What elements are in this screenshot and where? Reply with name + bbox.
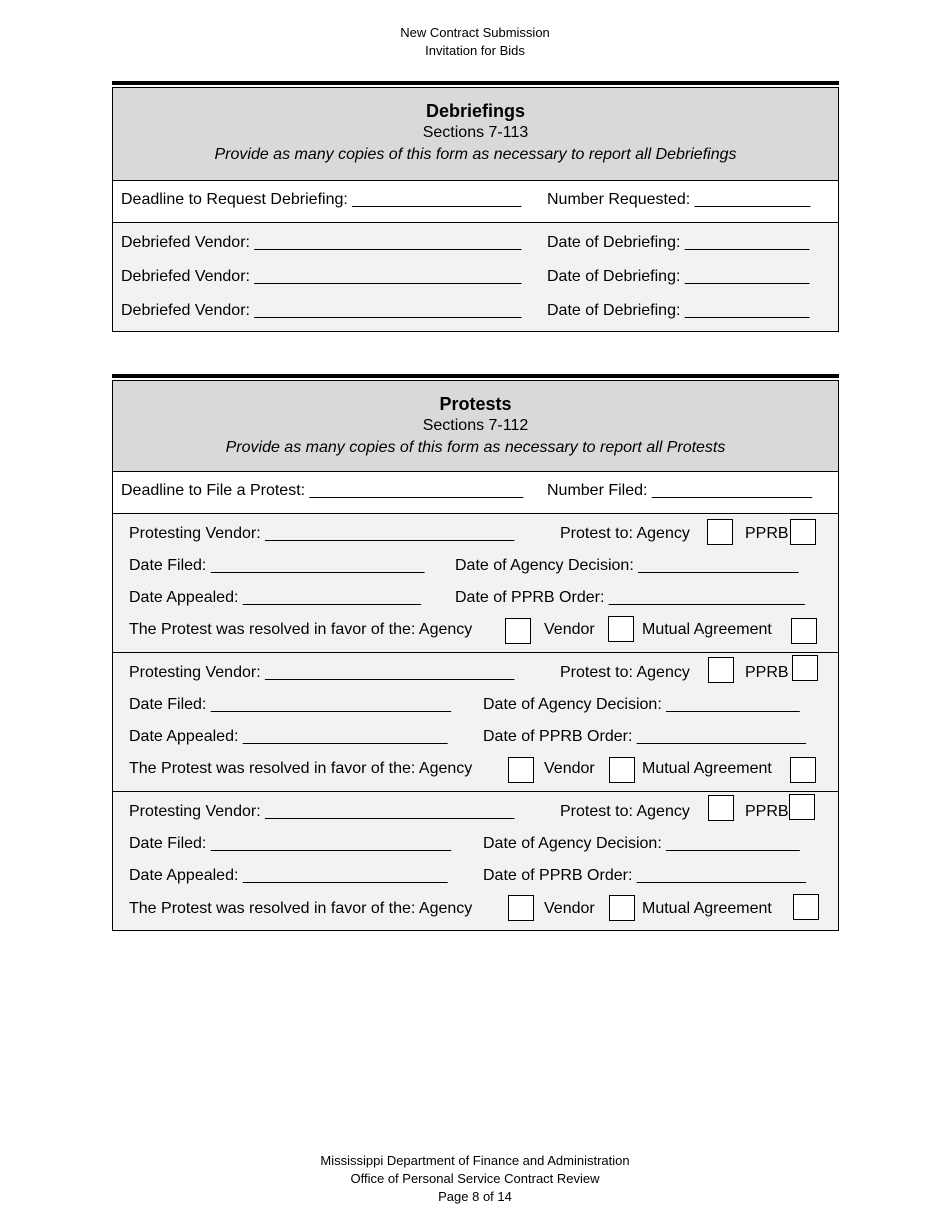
header-line-1: New Contract Submission bbox=[400, 25, 550, 40]
protests-box bbox=[112, 380, 839, 931]
date-of-debriefing-field[interactable]: Date of Debriefing: ______________ bbox=[547, 302, 810, 319]
protests-deadline-row bbox=[113, 472, 838, 514]
pprb-checkbox[interactable] bbox=[790, 519, 816, 545]
page-number: Page 8 of 14 bbox=[438, 1189, 512, 1204]
resolved-mutual-checkbox[interactable] bbox=[791, 618, 817, 644]
agency-checkbox[interactable] bbox=[707, 519, 733, 545]
resolved-in-favor-label: The Protest was resolved in favor of the: Agency bbox=[129, 621, 473, 638]
debriefed-vendor-field[interactable]: Debriefed Vendor: ______________________________ bbox=[121, 302, 522, 319]
debriefed-vendor-field[interactable]: Debriefed Vendor: ______________________________ bbox=[121, 234, 522, 251]
page-footer bbox=[0, 1152, 950, 1206]
mutual-agreement-label: Mutual Agreement bbox=[642, 900, 772, 917]
mutual-agreement-label: Mutual Agreement bbox=[642, 760, 772, 777]
resolved-in-favor-label: The Protest was resolved in favor of the: Agency bbox=[129, 760, 473, 777]
pprb-checkbox[interactable] bbox=[792, 655, 818, 681]
deadline-file-protest-field[interactable]: Deadline to File a Protest: ________________________ bbox=[121, 482, 524, 499]
pprb-label: PPRB bbox=[745, 803, 789, 820]
debriefings-note: Provide as many copies of this form as necessary to report all Debriefings bbox=[214, 146, 737, 163]
protest-to-label: Protest to: Agency bbox=[560, 664, 690, 681]
footer-line-2: Office of Personal Service Contract Review bbox=[350, 1171, 600, 1186]
resolved-in-favor-label: The Protest was resolved in favor of the: Agency bbox=[129, 900, 473, 917]
pprb-label: PPRB bbox=[745, 525, 789, 542]
vendor-option-label: Vendor bbox=[544, 621, 595, 638]
date-appealed-field[interactable]: Date Appealed: _______________________ bbox=[129, 728, 448, 745]
footer-line-1: Mississippi Department of Finance and Administration bbox=[320, 1153, 630, 1168]
date-agency-decision-field[interactable]: Date of Agency Decision: _______________ bbox=[483, 835, 800, 852]
protesting-vendor-field[interactable]: Protesting Vendor: ____________________________ bbox=[129, 525, 515, 542]
debriefings-form bbox=[112, 81, 839, 332]
protest-to-label: Protest to: Agency bbox=[560, 803, 690, 820]
protesting-vendor-field[interactable]: Protesting Vendor: ____________________________ bbox=[129, 803, 515, 820]
resolved-vendor-checkbox[interactable] bbox=[609, 895, 635, 921]
protests-title-band bbox=[113, 381, 838, 472]
deadline-request-field[interactable]: Deadline to Request Debriefing: ___________________ bbox=[121, 191, 522, 208]
debriefings-deadline-row bbox=[113, 181, 838, 223]
protesting-vendor-field[interactable]: Protesting Vendor: ____________________________ bbox=[129, 664, 515, 681]
protests-sections: Sections 7-112 bbox=[422, 417, 529, 434]
protest-entry bbox=[113, 792, 838, 930]
date-of-debriefing-field[interactable]: Date of Debriefing: ______________ bbox=[547, 268, 810, 285]
pprb-label: PPRB bbox=[745, 664, 789, 681]
protest-to-label: Protest to: Agency bbox=[560, 525, 690, 542]
debriefings-box bbox=[112, 87, 839, 332]
date-filed-field[interactable]: Date Filed: ___________________________ bbox=[129, 835, 452, 852]
vendor-option-label: Vendor bbox=[544, 900, 595, 917]
debriefings-title: Debriefings bbox=[425, 101, 526, 121]
pprb-checkbox[interactable] bbox=[789, 794, 815, 820]
page-header bbox=[0, 24, 950, 60]
resolved-mutual-checkbox[interactable] bbox=[790, 757, 816, 783]
debriefed-vendors-section bbox=[113, 223, 838, 331]
date-pprb-order-field[interactable]: Date of PPRB Order: ______________________ bbox=[455, 589, 805, 606]
agency-checkbox[interactable] bbox=[708, 795, 734, 821]
resolved-agency-checkbox[interactable] bbox=[505, 618, 531, 644]
resolved-mutual-checkbox[interactable] bbox=[793, 894, 819, 920]
debriefings-title-band bbox=[113, 88, 838, 181]
top-rule bbox=[112, 374, 839, 378]
date-agency-decision-field[interactable]: Date of Agency Decision: __________________ bbox=[455, 557, 799, 574]
protests-form bbox=[112, 374, 839, 931]
top-rule bbox=[112, 81, 839, 85]
protests-note: Provide as many copies of this form as necessary to report all Protests bbox=[225, 439, 726, 456]
date-pprb-order-field[interactable]: Date of PPRB Order: ___________________ bbox=[483, 867, 806, 884]
resolved-vendor-checkbox[interactable] bbox=[608, 616, 634, 642]
number-filed-field[interactable]: Number Filed: __________________ bbox=[547, 482, 813, 499]
mutual-agreement-label: Mutual Agreement bbox=[642, 621, 772, 638]
resolved-agency-checkbox[interactable] bbox=[508, 757, 534, 783]
debriefings-sections: Sections 7-113 bbox=[422, 124, 529, 141]
date-agency-decision-field[interactable]: Date of Agency Decision: _______________ bbox=[483, 696, 800, 713]
header-line-2: Invitation for Bids bbox=[425, 43, 525, 58]
date-appealed-field[interactable]: Date Appealed: _______________________ bbox=[129, 867, 448, 884]
protest-entry bbox=[113, 514, 838, 653]
vendor-option-label: Vendor bbox=[544, 760, 595, 777]
resolved-agency-checkbox[interactable] bbox=[508, 895, 534, 921]
date-filed-field[interactable]: Date Filed: ________________________ bbox=[129, 557, 425, 574]
date-appealed-field[interactable]: Date Appealed: ____________________ bbox=[129, 589, 421, 606]
agency-checkbox[interactable] bbox=[708, 657, 734, 683]
date-of-debriefing-field[interactable]: Date of Debriefing: ______________ bbox=[547, 234, 810, 251]
protests-title: Protests bbox=[439, 394, 512, 414]
number-requested-field[interactable]: Number Requested: _____________ bbox=[547, 191, 811, 208]
date-filed-field[interactable]: Date Filed: ___________________________ bbox=[129, 696, 452, 713]
date-pprb-order-field[interactable]: Date of PPRB Order: ___________________ bbox=[483, 728, 806, 745]
debriefed-vendor-field[interactable]: Debriefed Vendor: ______________________________ bbox=[121, 268, 522, 285]
resolved-vendor-checkbox[interactable] bbox=[609, 757, 635, 783]
protest-entry bbox=[113, 653, 838, 792]
